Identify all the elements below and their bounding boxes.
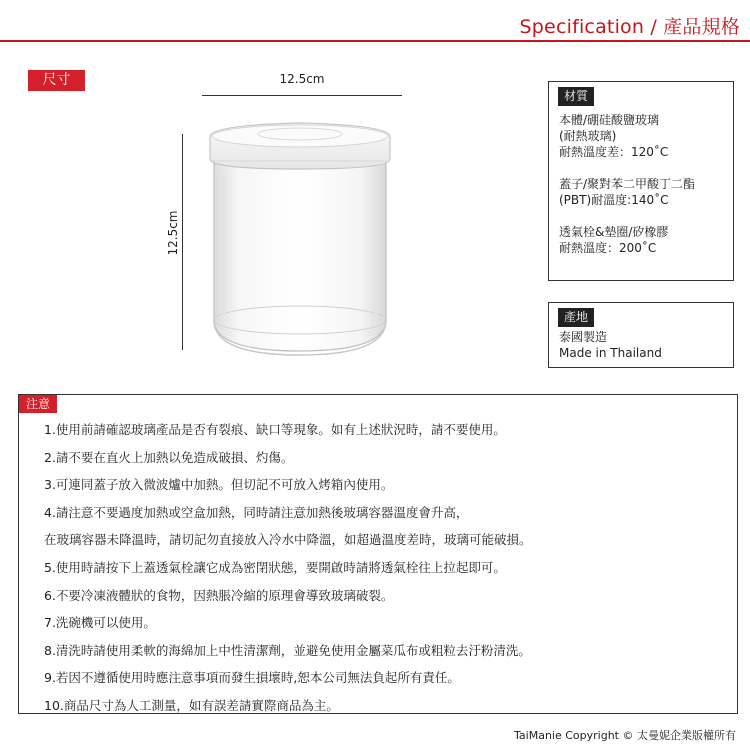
material-heading: 材質 bbox=[558, 87, 594, 106]
dimensions-tag: 尺寸 bbox=[28, 70, 85, 91]
glass-jar-image bbox=[200, 115, 410, 365]
note-item: 1.使用前請確認玻璃產品是否有裂痕、缺口等現象。如有上述狀況時，請不要使用。 bbox=[44, 422, 506, 437]
note-item: 2.請不要在直火上加熱以免造成破損、灼傷。 bbox=[44, 449, 294, 465]
material-spec-box bbox=[548, 81, 734, 281]
material-body-text: 本體/硼硅酸鹽玻璃 (耐熱玻璃) 耐熱溫度差：120˚C bbox=[559, 113, 669, 159]
note-item: 10.商品尺寸為人工測量，如有誤差請實際商品為主。 bbox=[44, 697, 339, 713]
height-dimension-label: 12.5cm bbox=[166, 210, 180, 256]
note-item: 在玻璃容器未降溫時，請切記勿直接放入冷水中降溫，如超過溫度差時，玻璃可能破損。 bbox=[44, 532, 532, 548]
notes-tag: 注意 bbox=[19, 395, 57, 413]
origin-heading: 產地 bbox=[558, 308, 594, 327]
note-item: 7.洗碗機可以使用。 bbox=[44, 615, 156, 631]
origin-english-text: Made in Thailand bbox=[559, 346, 662, 360]
width-dimension-label: 12.5cm bbox=[279, 72, 325, 86]
copyright-text: TaiManie Copyright © 太曼妮企業版權所有 bbox=[514, 729, 736, 742]
material-lid-text: 蓋子/聚對苯二甲酸丁二酯 (PBT)耐溫度:140˚C bbox=[559, 177, 696, 207]
note-item: 6.不要冷凍液體狀的食物，因熱脹冷縮的原理會導致玻璃破裂。 bbox=[44, 587, 394, 603]
note-item: 5.使用時請按下上蓋透氣栓讓它成為密閉狀態，要開啟時請將透氣栓往上拉起即可。 bbox=[44, 559, 506, 575]
note-item: 3.可連同蓋子放入微波爐中加熱。但切記不可放入烤箱內使用。 bbox=[44, 477, 394, 493]
height-dimension-line bbox=[182, 134, 183, 350]
note-item: 9.若因不遵循使用時應注意事項而發生損壞時,恕本公司無法負起所有責任。 bbox=[44, 670, 460, 686]
material-seal-text: 透氣栓&墊圈/矽橡膠 耐熱溫度：200˚C bbox=[559, 225, 669, 255]
note-item: 4.請注意不要過度加熱或空盒加熱，同時請注意加熱後玻璃容器溫度會升高， bbox=[44, 504, 469, 520]
origin-chinese-text: 泰國製造 bbox=[559, 330, 608, 344]
note-item: 8.清洗時請使用柔軟的海綿加上中性清潔劑，並避免使用金屬菜瓜布或粗粒去汙粉清洗。 bbox=[44, 642, 531, 658]
width-dimension-line bbox=[202, 95, 402, 96]
origin-spec-box bbox=[548, 302, 734, 368]
header-divider bbox=[0, 40, 750, 42]
notes-list bbox=[44, 416, 532, 720]
page-title: Specification / 產品規格 bbox=[519, 16, 740, 38]
